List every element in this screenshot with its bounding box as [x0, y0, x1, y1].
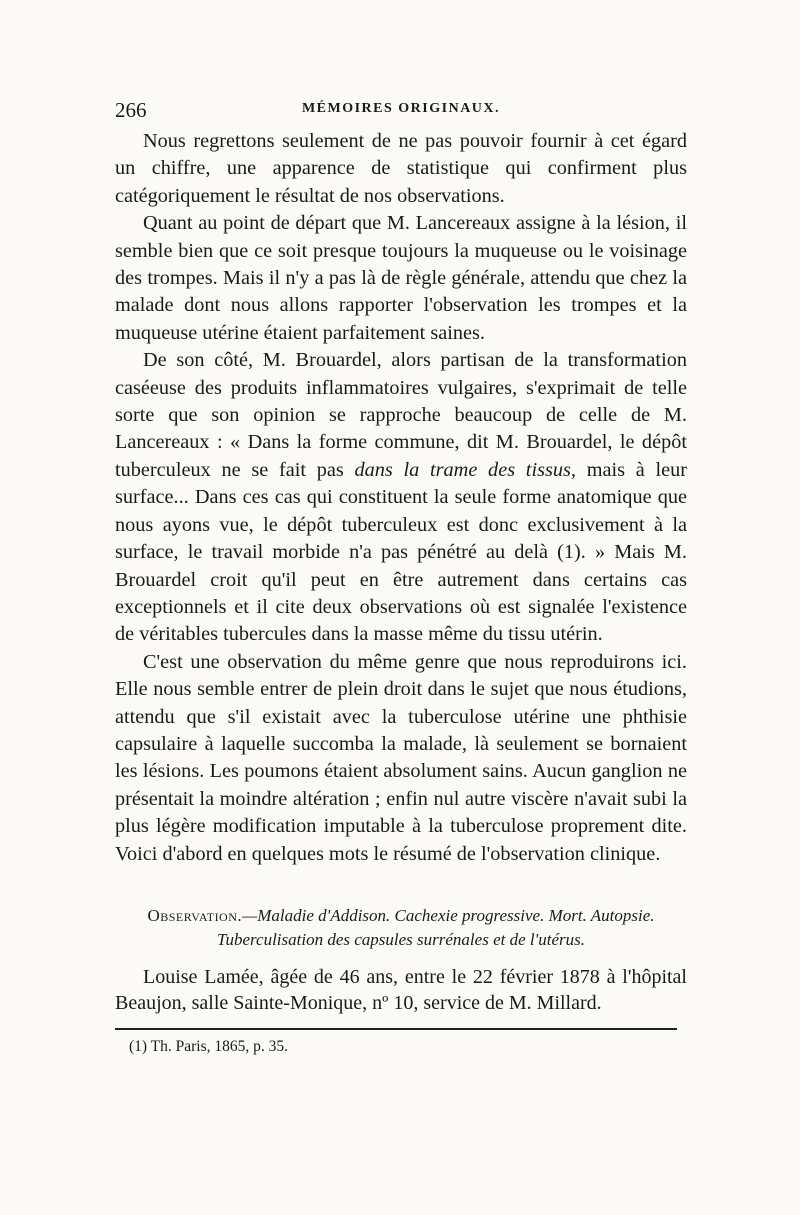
observation-title: —Maladie d'Addison. Cachexie progressive. Mort. Autopsie.: [242, 905, 655, 925]
case-text: [115, 964, 687, 1016]
page: [115, 98, 687, 1056]
footnote: (1) Th. Paris, 1865, p. 35.: [129, 1037, 289, 1055]
page-number: 266: [115, 98, 147, 122]
observation-heading: [115, 904, 687, 952]
running-title: MÉMOIRES ORIGINAUX.: [301, 101, 501, 116]
brouardel-text-before: De son côté, M. Brouardel, alors partisan de la transformation caséeuse des produits inflammatoires vulgaires, s'exprimait de telle sorte que son opinion se rapproche beaucoup de celle de M. Lancereaux : « Dans la forme commune, dit M. Brouardel, le dépôt tuberculeux ne se fait pas: [115, 349, 687, 481]
running-head: [115, 98, 687, 128]
paragraph-observation-intro: C'est une observation du même genre que nous reproduirons ici. Elle nous semble entrer de plein droit dans le sujet que nous étudions, attendu que s'il existait avec la tuberculose utérine une phthisie capsulaire à laquelle succomba la malade, là seulement se bornaient les lésions. Les poumons étaient absolument sains. Aucun ganglion ne présentait la moindre altération ; enfin nul autre viscère n'avait subi la plus légère modification imputable à la tuberculose proprement dite. Voici d'abord en quelques mots le résumé de l'observation clinique.: [115, 650, 687, 865]
observation-subtitle: Tuberculisation des capsules surrénales et de l'utérus.: [216, 929, 585, 949]
footnote-rule: [115, 1028, 677, 1030]
paragraph-case: Louise Lamée, âgée de 46 ans, entre le 22 février 1878 à l'hôpital Beaujon, salle Sainte-Monique, nº 10, service de M. Millard.: [115, 965, 687, 1014]
paragraph-lancereaux: Quant au point de départ que M. Lancereaux assigne à la lésion, il semble bien que ce soit presque toujours la muqueuse ou le voisinage des trompes. Mais il n'y a pas là de règle générale, attendu que chez la malade dont nous allons rapporter l'observation les trompes et la muqueuse utérine étaient parfaitement saines.: [115, 212, 687, 344]
body-text: [115, 128, 687, 868]
observation-title-line: [115, 904, 687, 928]
observation-label: Observation.: [147, 905, 243, 925]
paragraph-regret: Nous regrettons seulement de ne pas pouvoir fournir à cet égard un chiffre, une apparence de statistique qui confirment plus catégoriquement le résultat de nos observations.: [115, 130, 687, 207]
paragraph-brouardel: [115, 347, 687, 648]
brouardel-text-after: mais à leur surface... Dans ces cas qui constituent la seule forme anatomique que nous ayons vue, le dépôt tuberculeux est donc exclusivement à la surface, le travail morbide n'a pas pénétré au delà (1). » Mais M. Brouardel croit qu'il peut en être autrement dans certains cas exceptionnels et il cite deux observations où est signalée l'existence de véritables tubercules dans la masse même du tissu utérin.: [115, 458, 687, 646]
brouardel-italic-phrase: dans la trame des tissus,: [354, 458, 576, 481]
